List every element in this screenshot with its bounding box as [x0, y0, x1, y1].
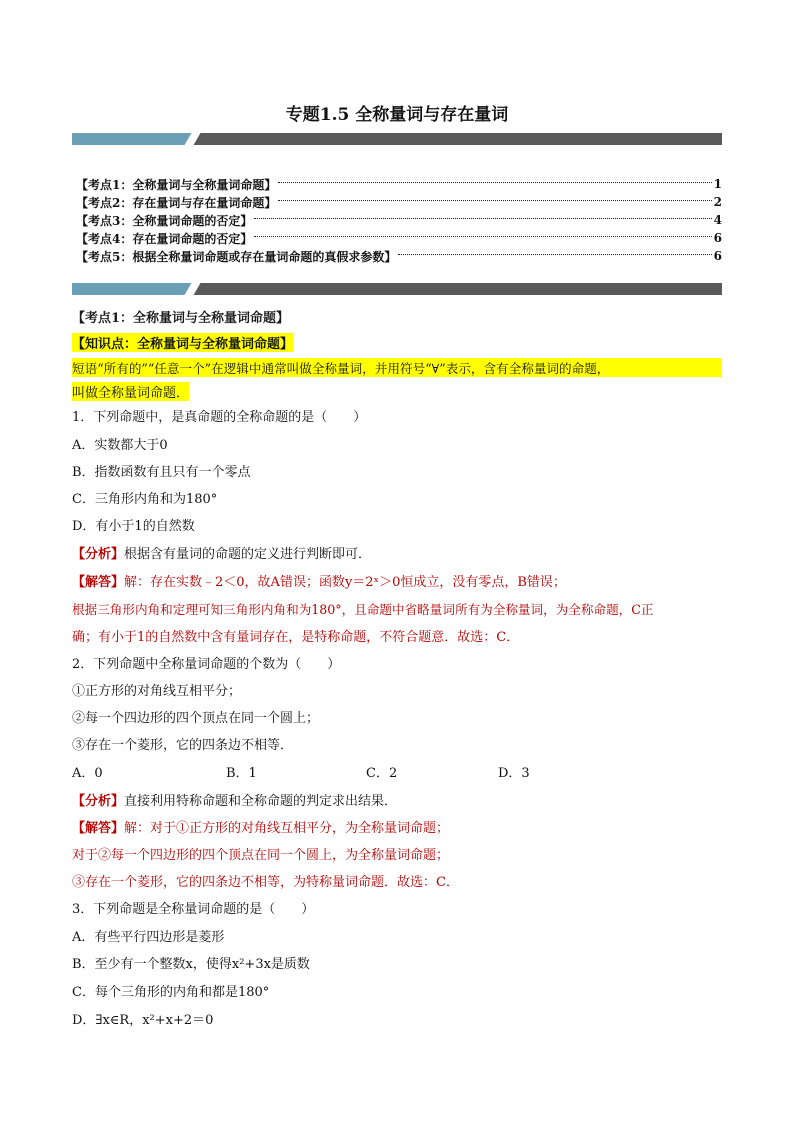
toc-page-number: 6	[713, 249, 722, 263]
toc-label: 【考点1：全称量词与全称量词命题】	[76, 177, 277, 192]
analysis-text: 直接利用特称命题和全称命题的判定求出结果．	[124, 794, 398, 809]
band-accent	[72, 133, 192, 145]
toc-label: 【考点4：存在量词命题的否定】	[76, 231, 253, 246]
toc-leader	[278, 181, 711, 183]
toc-entry[interactable]	[76, 212, 722, 228]
option-d: D．3	[498, 766, 530, 781]
option-b: B．指数函数有且只有一个零点	[72, 465, 251, 480]
section-divider-band	[72, 283, 722, 295]
analysis-tag: 【分析】	[72, 794, 125, 809]
analysis-tag: 【分析】	[72, 547, 125, 562]
toc-page-number: 2	[713, 195, 722, 209]
answer-tag: 【解答】	[72, 821, 125, 836]
toc-entry[interactable]	[76, 230, 722, 246]
option-b: B．至少有一个整数x，使得x²+3x是质数	[72, 957, 310, 972]
question-stem: 1．下列命题中，是真命题的全称命题的是（ ）	[72, 410, 367, 425]
page-title: 专题1.5 全称量词与存在量词	[285, 105, 509, 125]
toc-leader	[254, 235, 711, 237]
band-accent	[72, 283, 192, 295]
knowledge-tag: 【知识点：全称量词与全称量词命题】	[72, 333, 293, 352]
toc-page-number: 6	[713, 231, 722, 245]
section-heading: 【考点1：全称量词与全称量词命题】	[72, 311, 290, 326]
answer-text: 解：对于①正方形的对角线互相平分，为全称量词命题；	[124, 821, 450, 836]
toc-leader	[254, 217, 711, 219]
toc-label: 【考点2：存在量词与存在量词命题】	[76, 195, 277, 210]
question-stem: 3．下列命题是全称量词命题的是（ ）	[72, 902, 315, 917]
toc-page-number: 1	[713, 177, 722, 191]
question-stem: 2．下列命题中全称量词命题的个数为（ ）	[72, 657, 341, 672]
option-d: D．有小于1的自然数	[72, 519, 195, 534]
option-d: D．∃x∈R，x²+x+2＝0	[72, 1013, 214, 1028]
answer-text-line: 根据三角形内角和定理可知三角形内角和为180°，且命题中省略量词所有为全称量词，为全称命题，C正	[72, 602, 654, 617]
knowledge-text-line: 叫做全称量词命题．	[72, 382, 189, 401]
answer-tag: 【解答】	[72, 575, 125, 590]
option-b: B．1	[226, 766, 257, 781]
toc-leader	[278, 199, 711, 201]
option-a: A．有些平行四边形是菱形	[72, 930, 225, 945]
knowledge-text-line: 短语“所有的”“任意一个”在逻辑中通常叫做全称量词，并用符号“∀”表示，含有全称量词的命题，	[72, 358, 722, 377]
option-c: C．2	[366, 766, 398, 781]
option-a: A．实数都大于0	[72, 438, 168, 453]
analysis-block	[72, 790, 397, 809]
answer-text-line: 确；有小于1的自然数中含有量词存在，是特称命题，不符合题意．故选：C．	[72, 630, 520, 645]
statement-item: ③存在一个菱形，它的四条边不相等．	[72, 738, 294, 753]
option-c: C．三角形内角和为180°	[72, 492, 218, 507]
answer-block	[72, 571, 566, 590]
answer-block	[72, 817, 449, 836]
toc-entry[interactable]	[76, 194, 722, 210]
toc-page-number: 4	[713, 213, 722, 227]
option-a: A．0	[72, 766, 103, 781]
analysis-text: 根据含有量词的命题的定义进行判断即可．	[124, 547, 372, 562]
analysis-block	[72, 543, 371, 562]
answer-text-line: ③存在一个菱形，它的四条边不相等，为特称量词命题．故选：C．	[72, 875, 459, 890]
toc-entry[interactable]	[76, 176, 722, 192]
toc-label: 【考点3：全称量词命题的否定】	[76, 213, 253, 228]
option-c: C．每个三角形的内角和都是180°	[72, 985, 270, 1000]
statement-item: ②每一个四边形的四个顶点在同一个圆上；	[72, 711, 320, 726]
toc-leader	[398, 253, 711, 255]
toc-entry[interactable]	[76, 248, 722, 264]
statement-item: ①正方形的对角线互相平分；	[72, 684, 242, 699]
toc-label: 【考点5：根据全称量词命题或存在量词命题的真假求参数】	[76, 249, 397, 264]
answer-text-line: 对于②每一个四边形的四个顶点在同一个圆上，为全称量词命题；	[72, 848, 450, 863]
answer-text: 解：存在实数﹣2＜0，故A错误；函数y＝2ˣ＞0恒成立，没有零点，B错误；	[124, 575, 566, 590]
header-divider-band	[72, 133, 722, 145]
